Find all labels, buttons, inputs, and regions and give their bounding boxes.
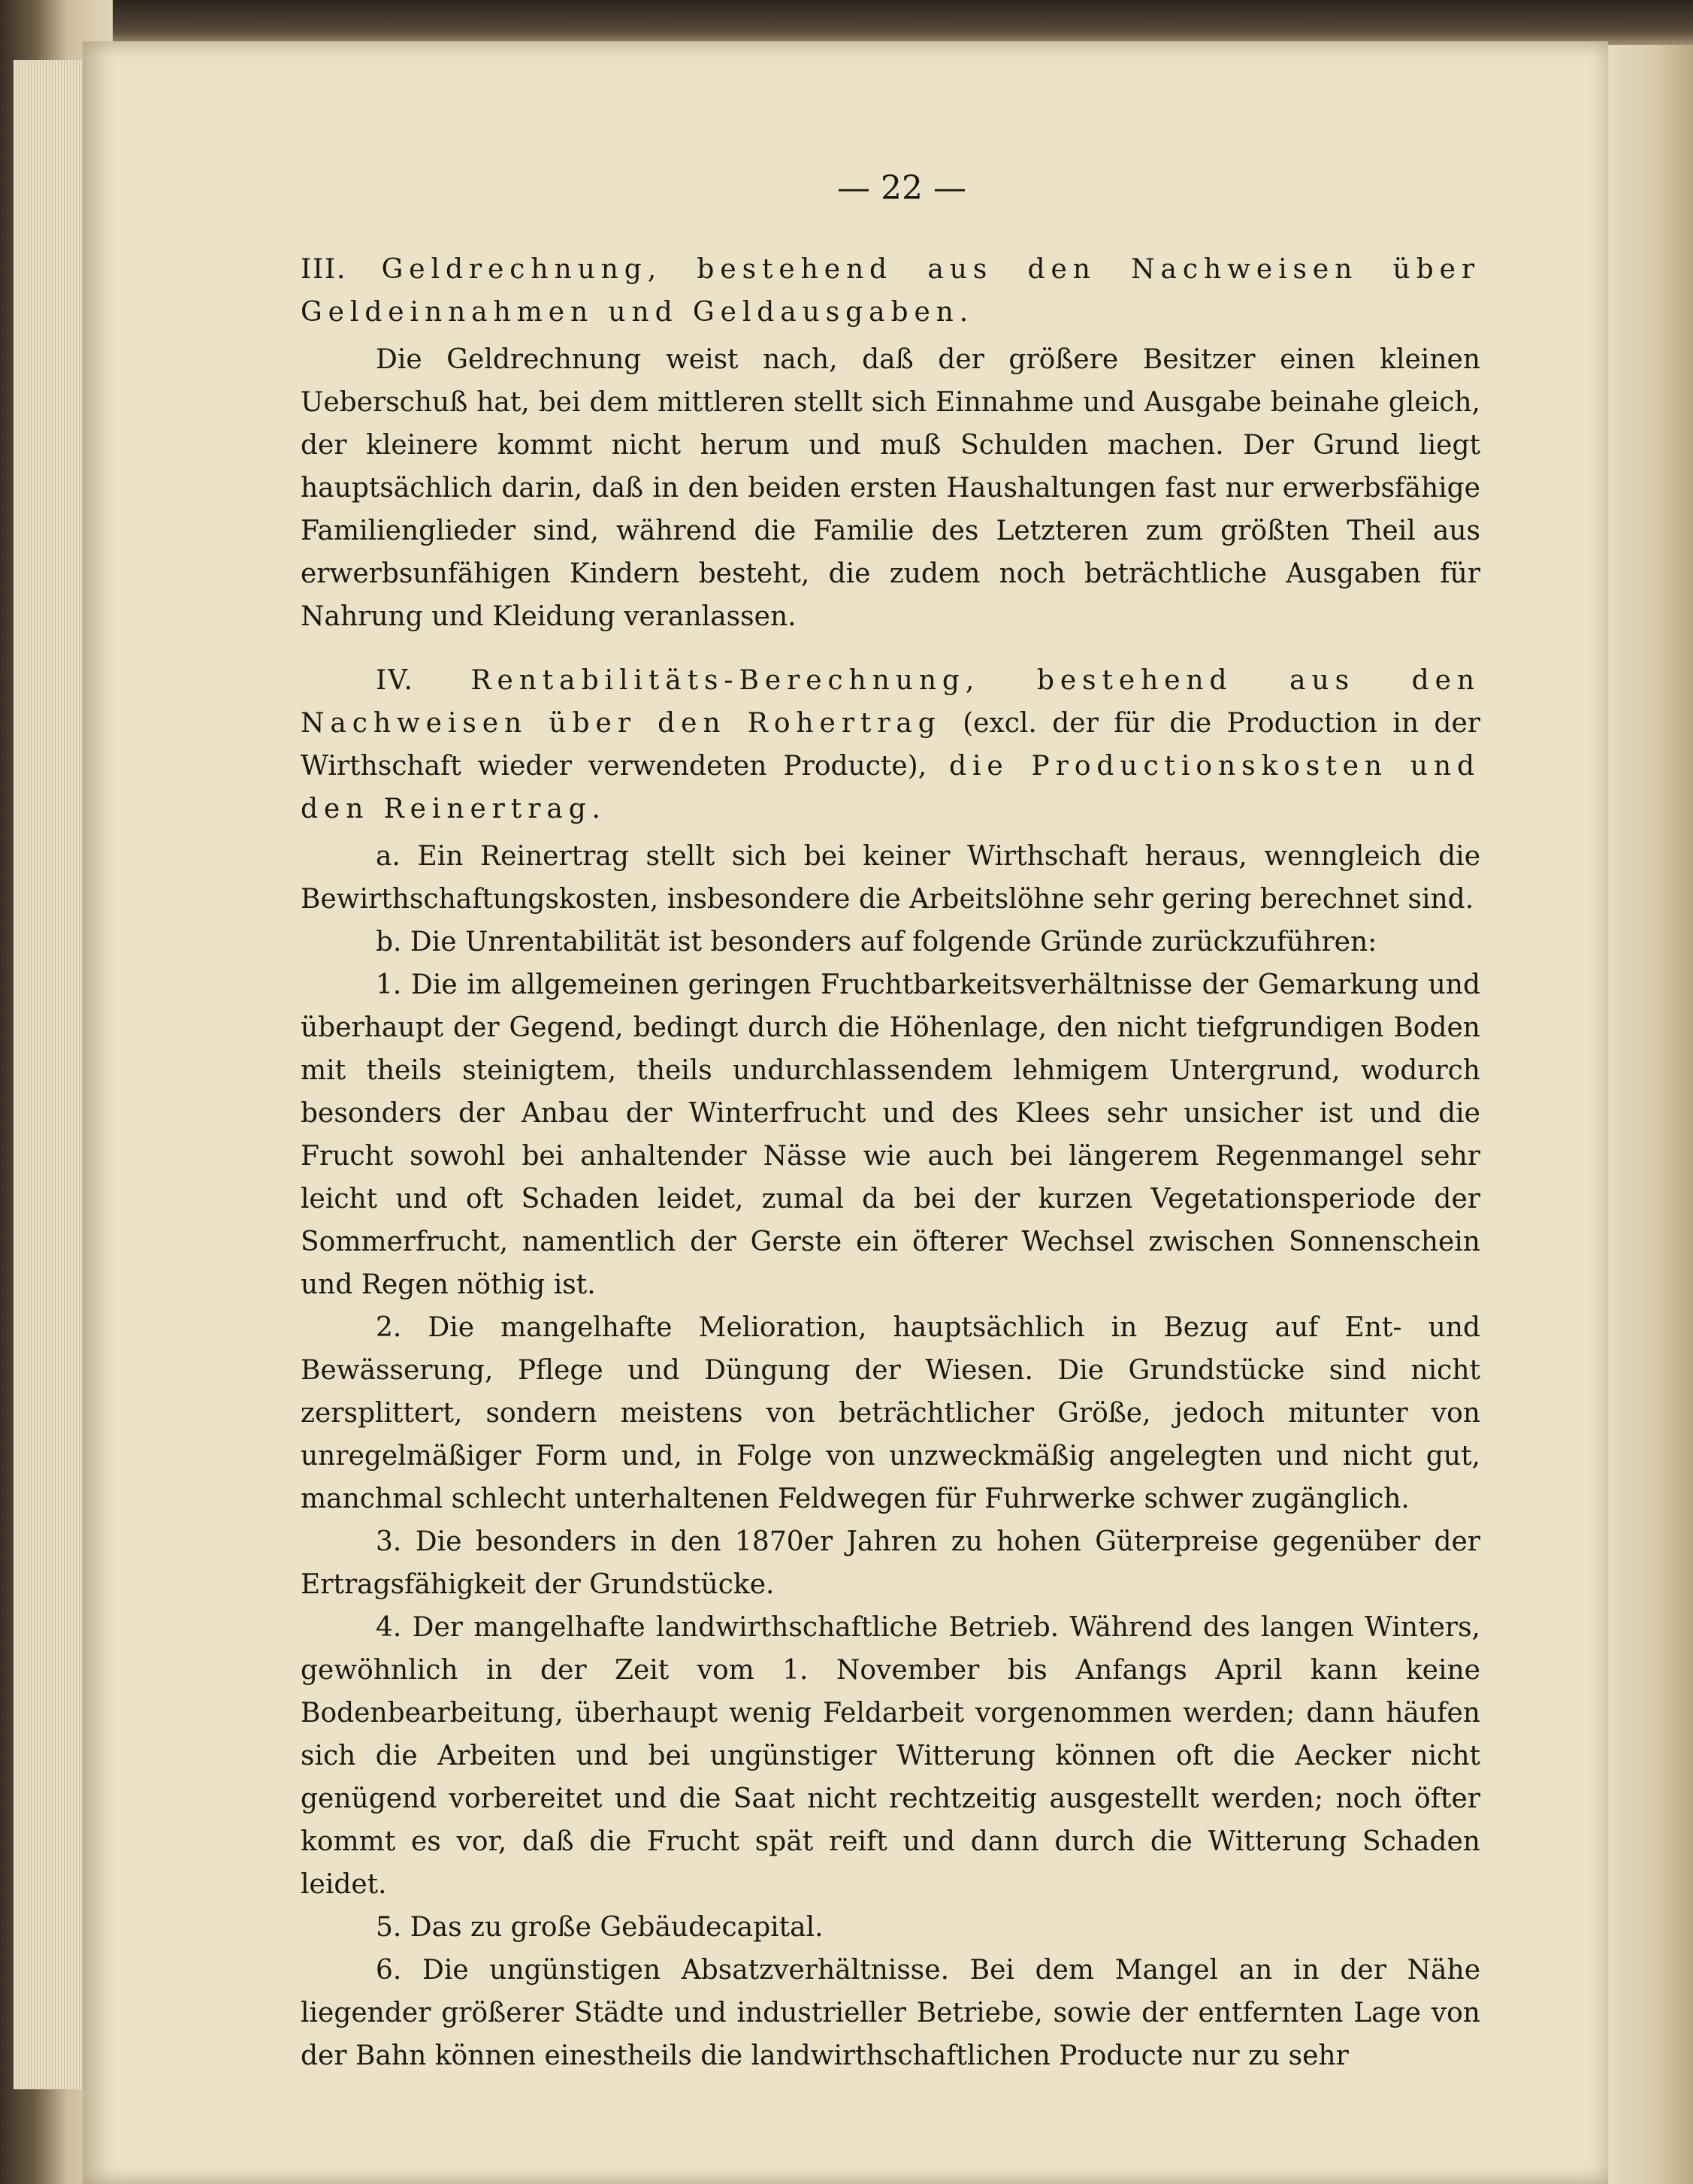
point-4: 4. Der mangelhafte landwirthschaftliche Betrieb. Während des langen Winters, gewöhnlich in der Zeit vom 1. November bis Anfangs April kann keine Bodenbearbeitung, überhaupt wenig Feldarbeit vorgenommen werden; dann häufen sich die Arbeiten und bei ungünstiger Witterung können oft die Aecker nicht genügend vorbereitet und die Saat nicht rechtzeitig ausgestellt werden; noch öfter kommt es vor, daß die Frucht spät reift und dann durch die Witterung Schaden leidet. xyxy=(301,1612,1480,1900)
page-content xyxy=(301,248,1480,2077)
section-iii-label: III. xyxy=(301,254,347,285)
point-6: 6. Die ungünstigen Absatzverhältnisse. Bei dem Mangel an in der Nähe liegender größerer Städte und industrieller Betriebe, sowie der entfernten Lage von der Bahn können einestheils die landwirthschaftlichen Producte nur zu sehr xyxy=(301,1955,1480,2071)
point-3: 3. Die besonders in den 1870er Jahren zu hohen Güterpreise gegenüber der Ertragsfähigkeit der Grundstücke. xyxy=(301,1526,1480,1600)
section-iii-paragraph: Die Geldrechnung weist nach, daß der größere Besitzer einen kleinen Ueberschuß hat, bei dem mittleren stellt sich Einnahme und Ausgabe beinahe gleich, der kleinere kommt nicht herum und muß Schulden machen. Der Grund liegt hauptsächlich darin, daß in den beiden ersten Haushaltungen fast nur erwerbsfähige Familienglieder sind, während die Familie des Letzteren zum größten Theil aus erwerbsunfähigen Kindern besteht, die zudem noch beträchtliche Ausgaben für Nahrung und Kleidung veranlassen. xyxy=(301,344,1480,632)
point-1: 1. Die im allgemeinen geringen Fruchtbarkeitsverhältnisse der Gemarkung und überhaupt der Gegend, bedingt durch die Höhenlage, den nicht tiefgrundigen Boden mit theils steinigtem, theils undurchlassendem lehmigem Untergrund, wodurch besonders der Anbau der Winterfrucht und des Klees sehr unsicher ist und die Frucht sowohl bei anhaltender Nässe wie auch bei längerem Regenmangel sehr leicht und oft Schaden leidet, zumal da bei der kurzen Vegetationsperiode der Sommerfrucht, namentlich der Gerste ein öfterer Wechsel zwischen Sonnenschein und Regen nöthig ist. xyxy=(301,969,1480,1300)
section-iii-heading xyxy=(301,248,1480,334)
item-a: a. Ein Reinertrag stellt sich bei keiner Wirthschaft heraus, wenngleich die Bewirthschaftungskosten, insbesondere die Arbeitslöhne sehr gering berechnet sind. xyxy=(301,841,1480,915)
book-right-edge xyxy=(1603,45,1693,2184)
section-iv-label: IV. xyxy=(376,665,414,696)
section-iv-title-part2: (excl. der für die Production in der Wirthschaft wieder verwendeten Producte), xyxy=(301,708,1480,782)
section-iv-title-part1: Rentabilitäts-Berechnung, bestehend aus den Nachweisen über den Rohertrag xyxy=(301,665,1480,739)
point-2: 2. Die mangelhafte Melioration, hauptsächlich in Bezug auf Ent- und Bewässerung, Pflege und Düngung der Wiesen. Die Grundstücke sind nicht zersplittert, sondern meistens von beträchtlicher Größe, jedoch mitunter von unregelmäßiger Form und, in Folge von unzweckmäßig angelegten und nicht gut, manchmal schlecht unterhaltenen Feldwegen für Fuhrwerke schwer zugänglich. xyxy=(301,1312,1480,1514)
section-iv-heading xyxy=(301,659,1480,830)
section-iii-title: Geldrechnung, bestehend aus den Nachweisen über Geldeinnahmen und Geldausgaben. xyxy=(301,254,1480,328)
section-iv-title-part3: die Productionskosten und den Reinertrag. xyxy=(301,751,1480,824)
point-5: 5. Das zu große Gebäudecapital. xyxy=(376,1912,824,1943)
page-number: — 22 — xyxy=(837,169,966,207)
item-b: b. Die Unrentabilität ist besonders auf folgende Gründe zurückzuführen: xyxy=(376,927,1377,957)
